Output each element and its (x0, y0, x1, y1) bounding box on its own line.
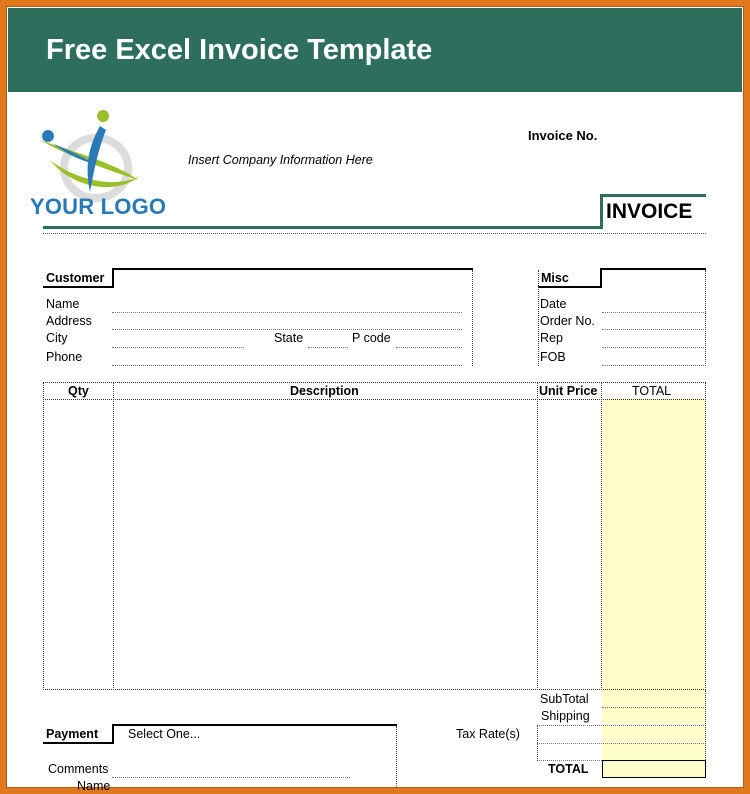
grand-total-cell[interactable] (602, 760, 706, 778)
customer-city-label: City (46, 331, 68, 345)
customer-section-label: Customer (46, 271, 105, 285)
misc-date-label: Date (540, 297, 567, 311)
customer-pcode-field[interactable] (396, 347, 462, 348)
misc-label-underline (538, 286, 602, 288)
misc-rep-label: Rep (540, 331, 563, 345)
payment-right-border (396, 726, 397, 788)
customer-city-field[interactable] (112, 347, 244, 348)
customer-pcode-label: P code (352, 331, 391, 345)
header-separator (43, 226, 603, 229)
column-header-total: TOTAL (632, 384, 672, 398)
misc-label-border (600, 268, 602, 287)
logo-text: YOUR LOGO (30, 194, 167, 219)
customer-address-field[interactable] (112, 329, 462, 330)
comments-field[interactable] (112, 777, 350, 778)
misc-rep-field[interactable] (602, 347, 706, 348)
payment-label: Payment (46, 727, 99, 741)
misc-section-label: Misc (541, 271, 569, 285)
subtotal-cell[interactable] (602, 690, 706, 707)
customer-state-field[interactable] (308, 347, 348, 348)
title-banner (8, 8, 742, 92)
misc-right-border (705, 270, 706, 366)
shipping-label: Shipping (541, 709, 590, 723)
qty-column-divider (113, 382, 114, 690)
payer-name-label: Name (77, 779, 111, 793)
payment-label-underline (43, 742, 114, 744)
tax-rate-label: Tax Rate(s) (456, 727, 520, 741)
payment-method-select[interactable]: Select One... (128, 727, 201, 741)
comments-label: Comments (48, 762, 109, 776)
totals-right-border (705, 690, 706, 762)
customer-phone-label: Phone (46, 350, 83, 364)
invoice-heading: INVOICE (606, 200, 693, 223)
misc-order-no-label: Order No. (540, 314, 595, 328)
customer-name-label: Name (46, 297, 80, 311)
payment-section-top-border (112, 724, 397, 726)
tax-amount-cell[interactable] (602, 744, 706, 761)
column-header-qty: Qty (68, 384, 89, 398)
misc-left-border (538, 270, 539, 366)
customer-name-field[interactable] (112, 312, 462, 313)
unit-price-column-divider (601, 382, 602, 690)
misc-order-no-field[interactable] (602, 329, 706, 330)
header-dotted-separator (43, 233, 706, 234)
table-header-divider (43, 399, 706, 400)
page-title: Free Excel Invoice Template (46, 34, 433, 66)
totals-row-line-3 (537, 743, 706, 744)
company-info-placeholder[interactable]: Insert Company Information Here (188, 153, 373, 167)
tax-cell[interactable] (602, 726, 706, 743)
payment-label-border (112, 724, 114, 743)
shipping-cell[interactable] (602, 707, 706, 724)
customer-label-underline (43, 286, 114, 288)
customer-phone-field[interactable] (112, 365, 462, 366)
customer-address-label: Address (46, 314, 92, 328)
column-header-unit-price: Unit Price (539, 384, 598, 398)
invoice-number-label: Invoice No. (528, 128, 598, 143)
misc-fob-label: FOB (540, 350, 566, 364)
subtotal-label: SubTotal (540, 692, 589, 706)
customer-state-label: State (274, 331, 304, 345)
column-header-description: Description (290, 384, 359, 398)
misc-section-top-border (600, 268, 706, 270)
totals-left-border (537, 725, 538, 761)
total-label: TOTAL (548, 762, 589, 776)
customer-label-border (112, 268, 114, 287)
misc-date-field[interactable] (602, 312, 706, 313)
totals-row-line-2 (537, 725, 706, 726)
description-column-divider (537, 382, 538, 690)
misc-fob-field[interactable] (602, 365, 706, 366)
customer-right-border (472, 270, 473, 366)
totals-row-line-1 (602, 707, 706, 708)
line-items-table (43, 382, 706, 690)
customer-section-top-border (112, 268, 473, 270)
